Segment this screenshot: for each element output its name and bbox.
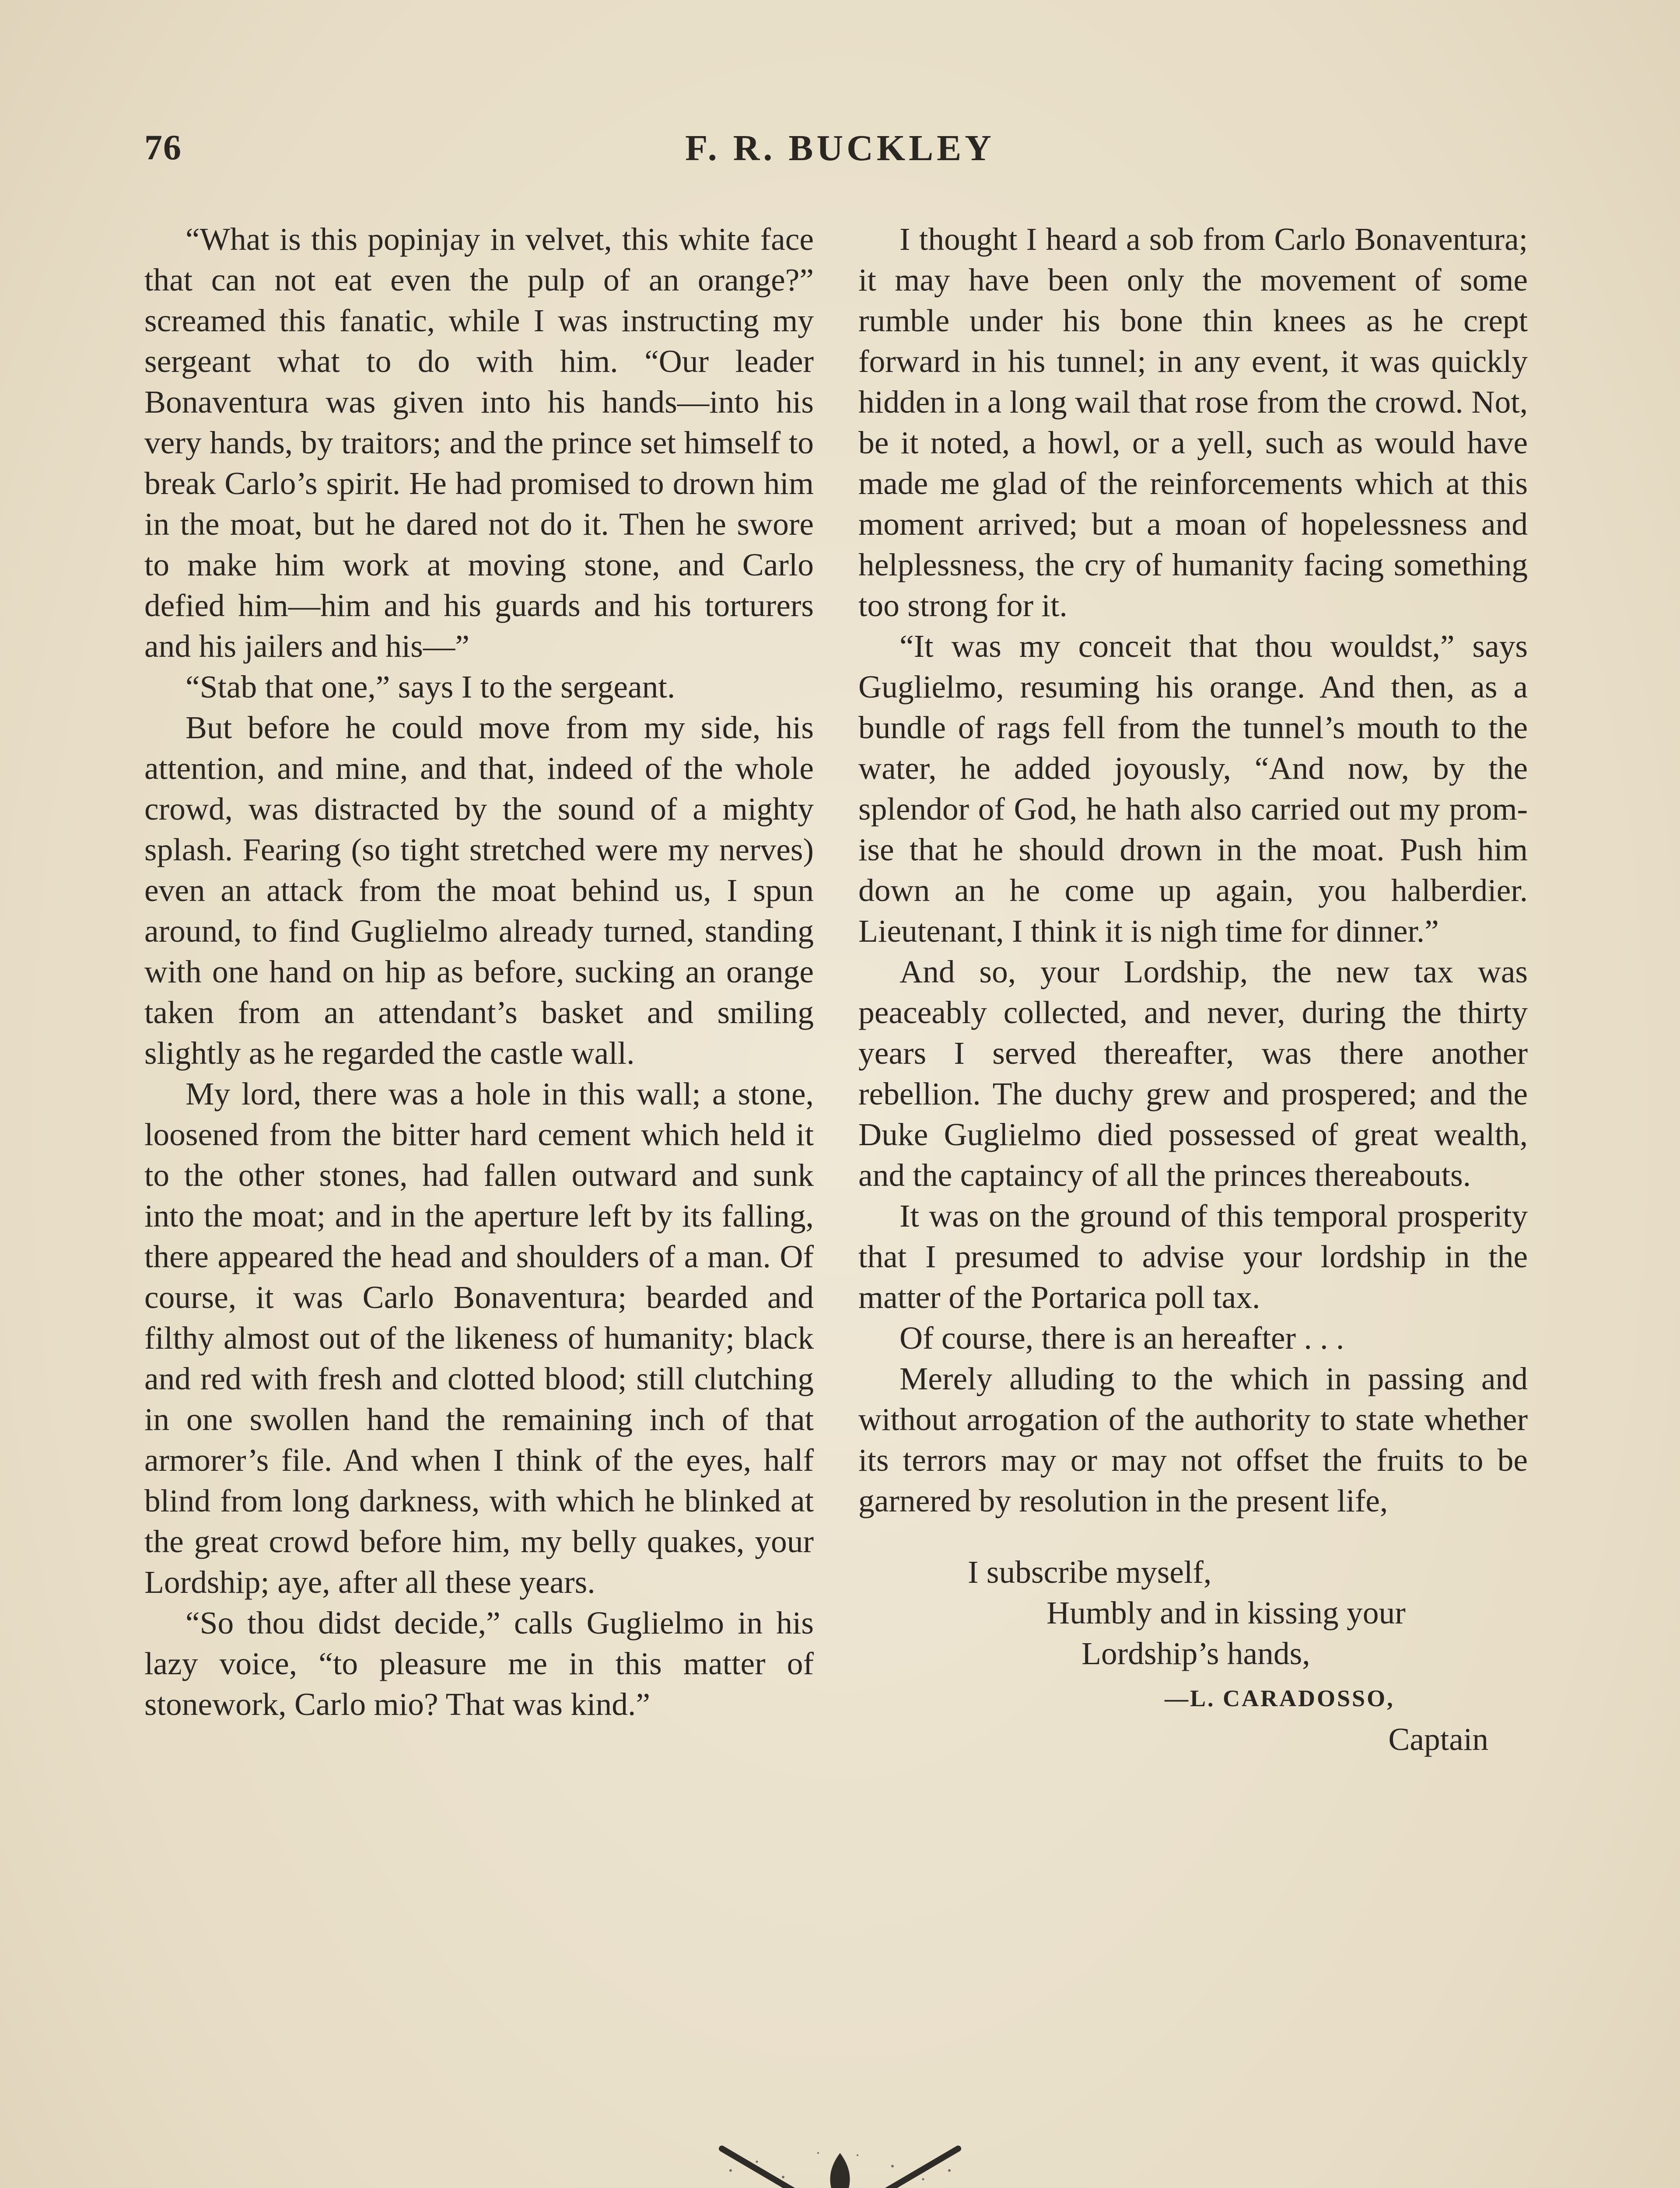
- paragraph: “So thou didst decide,” calls Guglielmo in his lazy voice, “to pleasure me in this matter of stonework, Carlo mio? That was kind.”: [144, 1605, 814, 1722]
- signature-title: Captain: [1388, 1722, 1488, 1757]
- letter-closing: [858, 1552, 1528, 1760]
- paragraph: My lord, there was a hole in this wall; a stone, loosened from the bitter hard cement which held it to the other stones, had fallen outward and sunk into the moat; and in the aperture left by its falling, there appeared the head and shoulders of a man. Of course, it was Carlo Bonaventura; bearded and filthy almost out of the likeness of humanity; black and red with fresh and clotted blood; still clutching in one swollen hand the remaining inch of that armorer’s file. And when I think of the eyes, half blind from long darkness, with which he blinked at the great crowd before him, my belly quakes, your Lordship; aye, after all these years.: [144, 1076, 814, 1600]
- closing-line: I subscribe myself,: [968, 1554, 1212, 1590]
- left-column: [144, 219, 814, 1725]
- page-header: [144, 127, 1536, 175]
- signature: —L. CARADOSSO,: [1165, 1685, 1395, 1711]
- paragraph: Of course, there is an hereafter . . .: [900, 1320, 1344, 1356]
- closing-line: Lordship’s hands,: [1082, 1636, 1310, 1671]
- paragraph: “What is this popinjay in velvet, this white face that can not eat even the pulp of an orange?” screamed this fanatic, while I was instructing my sergeant what to do with him. “Our leader Bonaventura was given into his hands—into his very hands, by traitors; and the prince set himself to break Carlo’s spirit. He had promised to drown him in the moat, but he dared not do it. Then he swore to make him work at moving stone, and Carlo defied him—him and his guards and his torturers and his jailers and his—”: [144, 221, 814, 664]
- paragraph: Merely alluding to the which in passing and without arrogation of the authority to state whether its terrors may or may not offset the fruits to be garnered by resolution in the present life,: [858, 1361, 1528, 1518]
- paragraph: I thought I heard a sob from Carlo Bonaventura; it may have been only the movement of some rumble under his bone thin knees as he crept forward in his tunnel; in any event, it was quickly hidden in a long wail that rose from the crowd. Not, be it noted, a howl, or a yell, such as would have made me glad of the reinforcements which at this moment arrived; but a moan of hopelessness and helplessness, the cry of humanity facing something too strong for it.: [858, 221, 1528, 623]
- paragraph: “Stab that one,” says I to the sergeant.: [186, 669, 676, 705]
- paragraph: It was on the ground of this temporal prosperity that I presumed to advise your lordship in the matter of the Portarica poll tax.: [858, 1198, 1528, 1315]
- closing-line: Humbly and in kissing your: [1046, 1595, 1406, 1630]
- running-head: F. R. BUCKLEY: [685, 128, 995, 168]
- paragraph: And so, your Lordship, the new tax was peaceably collected, and never, during the thirty years I served thereafter, was there another rebellion. The duchy grew and prospered; and the Duke Guglielmo died possessed of great wealth, and the captaincy of all the princes thereabouts.: [858, 954, 1528, 1193]
- page-number: 76: [144, 127, 182, 167]
- paragraph: “It was my conceit that thou wouldst,” says Guglielmo, resuming his orange. And then, as a bundle of rags fell from the tunnel’s mouth to the water, he added joyously, “And now, by the splendor of God, he hath also carried out my promise that he should drown in the moat. Push him down an he come up again, you halberdier. Lieutenant, I think it is nigh time for dinner.”: [858, 628, 1528, 949]
- paragraph: But before he could move from my side, his attention, and mine, and that, indeed of the whole crowd, was distracted by the sound of a mighty splash. Fearing (so tight stretched were my nerves) even an attack from the moat behind us, I spun around, to find Guglielmo already turned, standing with one hand on hip as before, sucking an orange taken from an attendant’s basket and smiling slightly as he regarded the castle wall.: [144, 710, 814, 1071]
- crossed-swords-fleur-de-lis-icon: [704, 2135, 976, 2188]
- right-column: [858, 219, 1528, 1760]
